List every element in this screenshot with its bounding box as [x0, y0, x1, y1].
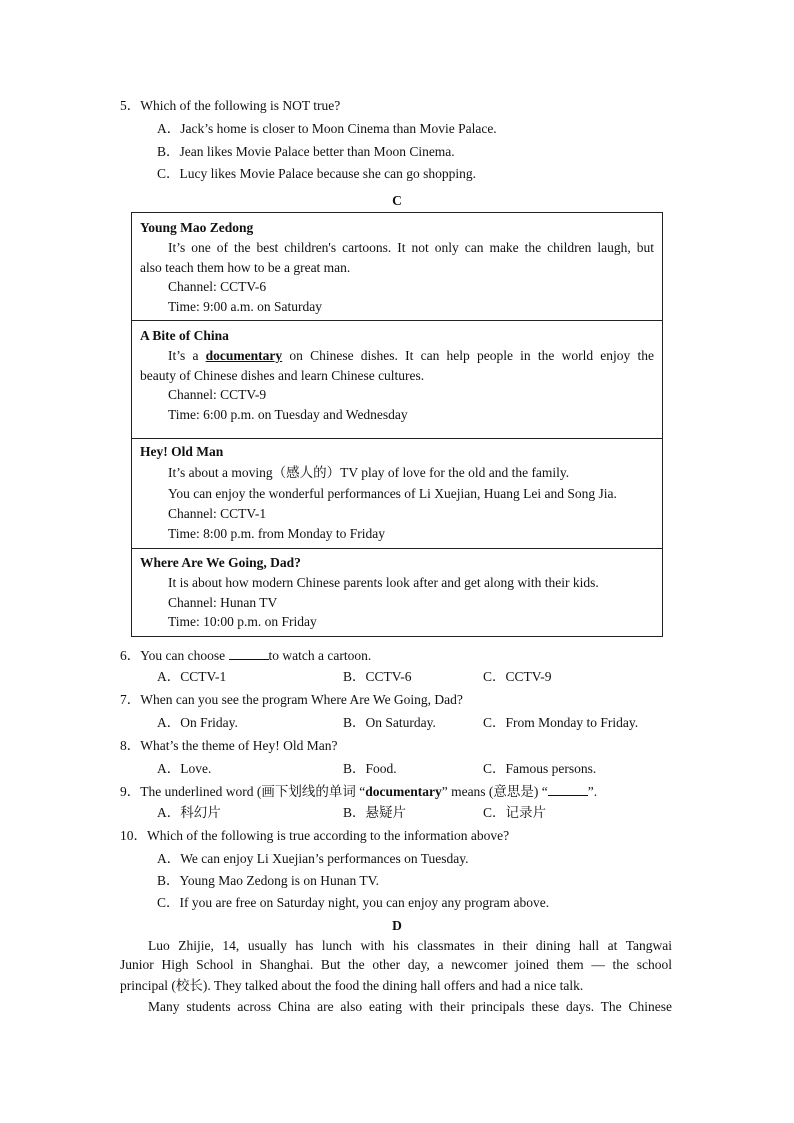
program-time: Time: 8:00 p.m. from Monday to Friday: [168, 526, 386, 541]
question-6-option-b[interactable]: B．CCTV-6: [343, 669, 412, 684]
passage-line-4: Many students across China are also eating with their principals these days. The Chinese: [148, 999, 672, 1014]
question-7-option-a[interactable]: A．On Friday.: [157, 715, 238, 730]
stem-mid: ” means (意思是) “: [441, 784, 548, 799]
program-description-cont: also teach them how to be a great man.: [140, 260, 351, 275]
question-10-option-b[interactable]: B．Young Mao Zedong is on Hunan TV.: [157, 873, 380, 888]
passage-line-3: principal (校长). They talked about the food the dining hall offers and had a nice talk.: [120, 978, 584, 993]
question-10-option-a[interactable]: A．We can enjoy Li Xuejian’s performances on Tuesday.: [157, 851, 469, 866]
program-channel: Channel: CCTV-6: [168, 279, 267, 294]
question-7-option-b[interactable]: B．On Saturday.: [343, 715, 436, 730]
question-9-option-b[interactable]: B．悬疑片: [343, 805, 407, 820]
program-time: Time: 6:00 p.m. on Tuesday and Wednesday: [168, 407, 408, 422]
question-9-option-c[interactable]: C．记录片: [483, 805, 547, 820]
program-title: Hey! Old Man: [140, 444, 224, 459]
desc-post: on Chinese dishes. It can help people in the world enjoy the: [282, 348, 654, 363]
program-title: Where Are We Going, Dad?: [140, 555, 301, 570]
question-10-stem: 10．Which of the following is true according to the information above?: [120, 828, 510, 843]
program-title: A Bite of China: [140, 328, 229, 343]
stem-post: to watch a cartoon.: [268, 648, 372, 663]
program-box-young-mao-zedong: [131, 212, 663, 321]
question-8-option-c[interactable]: C．Famous persons.: [483, 761, 597, 776]
program-channel: Channel: CCTV-9: [168, 387, 267, 402]
answer-blank[interactable]: [548, 784, 588, 796]
program-channel: Channel: Hunan TV: [168, 595, 278, 610]
program-description: It’s one of the best children's cartoons. It not only can make the children laugh, but: [168, 240, 654, 255]
section-c-heading: C: [392, 193, 402, 208]
program-description: [168, 349, 654, 363]
question-9-option-a[interactable]: A．科幻片: [157, 805, 221, 820]
question-7-option-c[interactable]: C．From Monday to Friday.: [483, 715, 639, 730]
program-time: Time: 9:00 a.m. on Saturday: [168, 299, 322, 314]
desc-pre: It’s a: [168, 348, 206, 363]
program-description: It is about how modern Chinese parents look after and get along with their kids.: [168, 575, 599, 590]
passage-line-2: Junior High School in Shanghai. But the other day, a newcomer joined them — the school: [120, 957, 672, 972]
program-description-cont: You can enjoy the wonderful performances of Li Xuejian, Huang Lei and Song Jia.: [168, 486, 617, 501]
program-box-where-are-we-going: [131, 548, 663, 637]
question-8-option-b[interactable]: B．Food.: [343, 761, 397, 776]
question-6-stem: [120, 648, 371, 663]
stem-post: ”.: [587, 784, 598, 799]
question-5-stem: 5．Which of the following is NOT true?: [120, 98, 341, 113]
underlined-word-documentary: documentary: [205, 348, 283, 363]
question-8-option-a[interactable]: A．Love.: [157, 761, 212, 776]
program-channel: Channel: CCTV-1: [168, 506, 267, 521]
answer-blank[interactable]: [229, 648, 269, 660]
question-9-stem: [120, 784, 597, 799]
program-title: Young Mao Zedong: [140, 220, 254, 235]
program-box-hey-old-man: [131, 438, 663, 549]
question-5-option-c[interactable]: C．Lucy likes Movie Palace because she can go shopping.: [157, 166, 477, 181]
program-description-cont: beauty of Chinese dishes and learn Chinese cultures.: [140, 368, 425, 383]
program-time: Time: 10:00 p.m. on Friday: [168, 614, 317, 629]
question-7-stem: 7．When can you see the program Where Are We Going, Dad?: [120, 692, 463, 707]
question-5-option-b[interactable]: B．Jean likes Movie Palace better than Moon Cinema.: [157, 144, 455, 159]
program-box-a-bite-of-china: [131, 320, 663, 439]
question-8-stem: 8．What’s the theme of Hey! Old Man?: [120, 738, 338, 753]
passage-line-1: Luo Zhijie, 14, usually has lunch with his classmates in their dining hall at Tangwai: [148, 938, 672, 953]
stem-pre: 9．The underlined word (画下划线的单词 “: [120, 784, 366, 799]
stem-word: documentary: [365, 784, 442, 799]
question-10-option-c[interactable]: C．If you are free on Saturday night, you can enjoy any program above.: [157, 895, 550, 910]
question-6-option-a[interactable]: A．CCTV-1: [157, 669, 227, 684]
stem-pre: 6．You can choose: [120, 648, 229, 663]
question-5-option-a[interactable]: A．Jack’s home is closer to Moon Cinema than Movie Palace.: [157, 121, 497, 136]
section-d-heading: D: [392, 918, 402, 933]
program-description: It’s about a moving（感人的）TV play of love for the old and the family.: [168, 465, 570, 480]
question-6-option-c[interactable]: C．CCTV-9: [483, 669, 552, 684]
